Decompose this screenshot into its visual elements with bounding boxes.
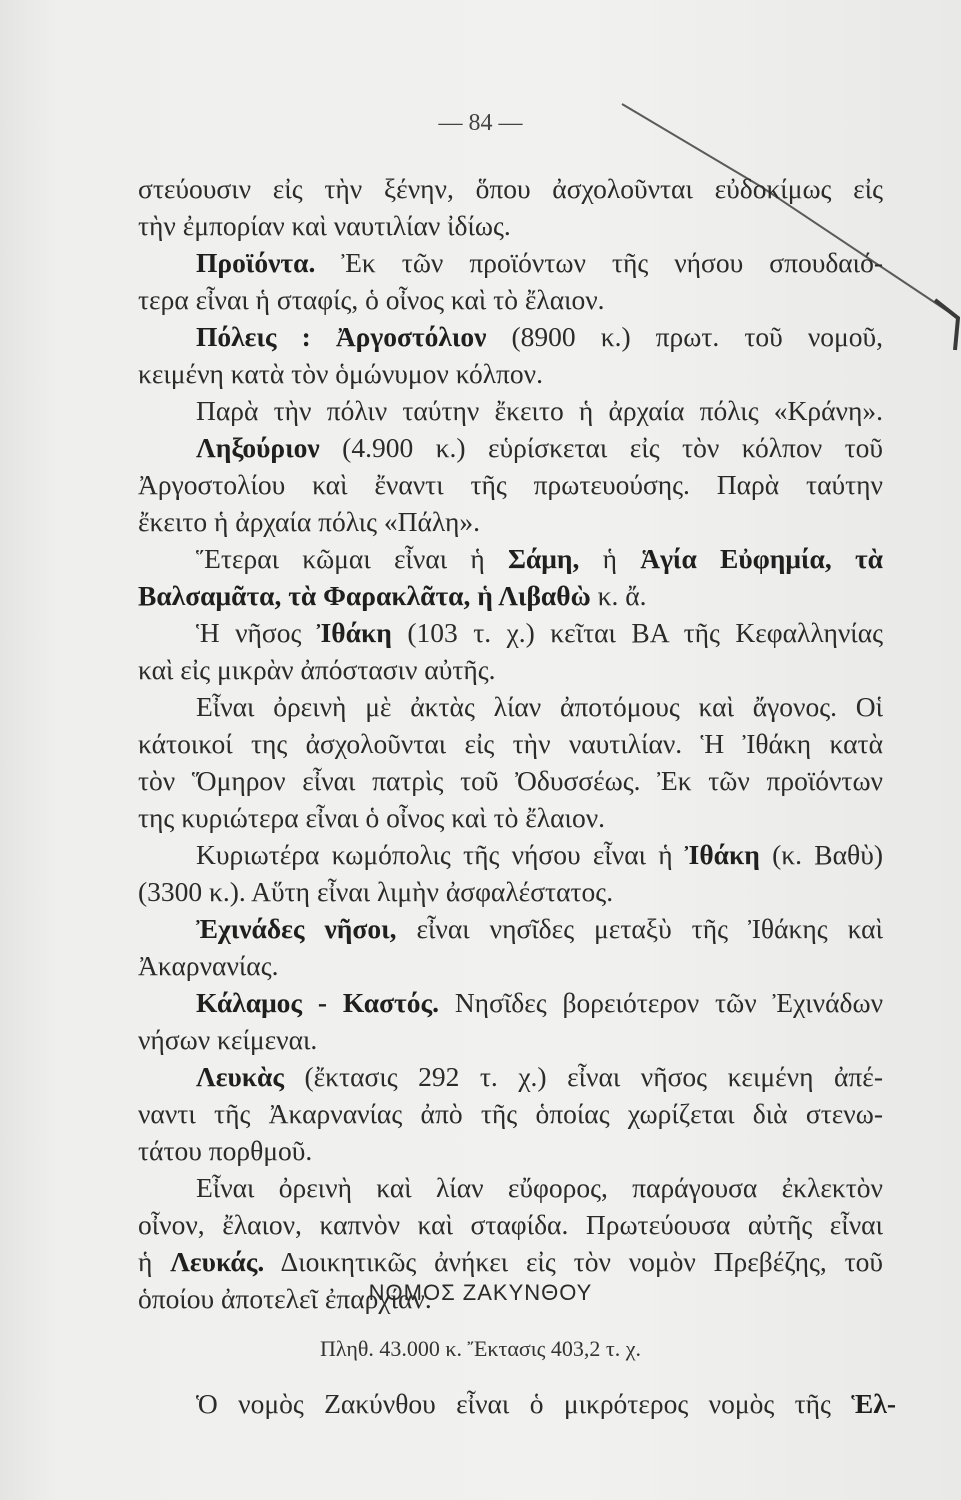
text-line <box>138 1095 883 1132</box>
text-run: Νησῖδες βορειότερον τῶν Ἐχινάδων <box>438 987 884 1018</box>
bold-term: Σάμη, <box>507 543 580 574</box>
text-run: ἔκειτο ἡ ἀρχαία πόλις «Πάλη». <box>138 506 481 537</box>
text-line <box>138 170 883 207</box>
bold-term: Ἁγία Εὐφημία, τὰ <box>640 543 883 574</box>
text-line <box>138 503 883 540</box>
text-run: Παρὰ τὴν πόλιν ταύτην ἔκειτο ἡ ἀρχαία πόλις «Κράνη». <box>196 395 883 426</box>
text-run: τερα εἶναι ἡ σταφίς, ὁ οἶνος καὶ τὸ ἔλαιον. <box>138 284 605 315</box>
text-run: κάτοικοί της ἀσχολοῦνται εἰς τὴν ναυτιλίαν. Ἡ Ἰθάκη κατὰ <box>138 728 883 759</box>
page-number: — 84 — <box>438 110 523 136</box>
text-run: στεύουσιν εἰς τὴν ξένην, ὅπου ἀσχολοῦνται εὐδοκίμως εἰς <box>138 173 883 204</box>
text-run: (ἔκτασις 292 τ. χ.) εἶναι νῆσος κειμένη ἀπέ- <box>283 1061 883 1092</box>
text-run: τάτου πορθμοῦ. <box>138 1135 313 1166</box>
text-run: Διοικητικῶς ἀνήκει εἰς τὸν νομὸν Πρεβέζης, τοῦ <box>264 1246 883 1277</box>
bold-term: Λευκάς. <box>170 1246 265 1277</box>
text-line <box>138 392 883 429</box>
text-line <box>138 688 883 725</box>
bold-term: Ἰθάκη <box>684 839 760 870</box>
text-line <box>138 873 883 910</box>
text-line <box>138 577 883 614</box>
text-line <box>138 355 883 392</box>
text-run: (κ. Βαθὺ) <box>759 839 883 870</box>
text-line <box>138 947 883 984</box>
text-line <box>138 1132 883 1169</box>
bold-term: Κάλαμος - Καστός. <box>196 987 439 1018</box>
text-line <box>138 614 883 651</box>
text-run: (8900 κ.) πρωτ. τοῦ νομοῦ, <box>486 321 884 352</box>
text-run: ναντι τῆς Ἀκαρνανίας ἀπὸ τῆς ὁποίας χωρίζεται διὰ στενω- <box>138 1098 883 1129</box>
text-run: ἡ <box>138 1246 171 1277</box>
text-line <box>138 651 883 688</box>
text-line <box>138 207 883 244</box>
text-run: (4.900 κ.) εὑρίσκεται εἰς τὸν κόλπον τοῦ <box>319 432 883 463</box>
text-line <box>138 836 883 873</box>
text-run: κειμένη κατὰ τὸν ὁμώνυμον κόλπον. <box>138 358 543 389</box>
bold-term: Ληξούριον <box>196 432 320 463</box>
text-line <box>138 1169 883 1206</box>
body-text <box>138 170 883 1317</box>
text-run: νήσων κείμεναι. <box>138 1024 318 1055</box>
text-run: οἶνον, ἔλαιον, καπνὸν καὶ σταφίδα. Πρωτεύουσα αὐτῆς εἶναι <box>138 1209 883 1240</box>
body-last-line <box>196 1388 896 1420</box>
bold-term: Βαλσαμᾶτα, τὰ Φαρακλᾶτα, ἡ Λιβαθὼ <box>138 580 591 611</box>
text-run: τὴν ἐμπορίαν καὶ ναυτιλίαν ἰδίως. <box>138 210 511 241</box>
text-line <box>138 1243 883 1280</box>
text-run: Ἀργοστολίου καὶ ἔναντι τῆς πρωτευούσης. Παρὰ ταύτην <box>138 469 883 500</box>
text-line <box>138 281 883 318</box>
text-run: (3300 κ.). Αὕτη εἶναι λιμὴν ἀσφαλέστατος. <box>138 876 614 907</box>
section-stats: Πληθ. 43.000 κ. Ἔκτασις 403,2 τ. χ. <box>320 1336 641 1361</box>
text-run: Ἡ νῆσος <box>196 617 317 648</box>
bold-term: Προϊόντα. <box>196 247 316 278</box>
text-run: Εἶναι ὀρεινὴ μὲ ἀκτὰς λίαν ἀποτόμους καὶ ἄγονος. Οἱ <box>196 691 883 722</box>
text-line <box>138 1206 883 1243</box>
text-line <box>138 466 883 503</box>
text-run: κ. ἄ. <box>590 580 647 611</box>
text-run: Ἐκ τῶν προϊόντων τῆς νήσου σπουδαιό- <box>315 247 883 278</box>
text-line <box>138 1058 883 1095</box>
bold-term: Ἐχινάδες νῆσοι, <box>196 913 397 944</box>
text-line <box>138 910 883 947</box>
text-run: τὸν Ὅμηρον εἶναι πατρὶς τοῦ Ὀδυσσέως. Ἐκ τῶν προϊόντων <box>138 765 883 796</box>
text-run: (103 τ. χ.) κεῖται ΒΑ τῆς Κεφαλληνίας <box>391 617 883 648</box>
bold-term: Ἀργοστόλιον <box>335 321 487 352</box>
text-line <box>138 799 883 836</box>
bold-term: Πόλεις : <box>196 321 311 352</box>
bold-term: Ἑλ- <box>851 1388 896 1419</box>
text-run: καὶ εἰς μικρὰν ἀπόστασιν αὐτῆς. <box>138 654 496 685</box>
text-line <box>138 1021 883 1058</box>
text-run: Ἀκαρνανίας. <box>138 950 279 981</box>
text-run: εἶναι νησῖδες μεταξὺ τῆς Ἰθάκης καὶ <box>396 913 883 944</box>
bold-term: Ἰθάκη <box>316 617 392 648</box>
text-line <box>138 244 883 281</box>
bold-term: Λευκὰς <box>196 1061 284 1092</box>
text-run: Ἕτεραι κῶμαι εἶναι ἡ <box>196 543 508 574</box>
text-run: της κυριώτερα εἶναι ὁ οἶνος καὶ τὸ ἔλαιον. <box>138 802 606 833</box>
text-line <box>138 725 883 762</box>
text-run: Εἶναι ὀρεινὴ καὶ λίαν εὔφορος, παράγουσα ἐκλεκτὸν <box>196 1172 883 1203</box>
text-line <box>138 429 883 466</box>
text-run: Κυριωτέρα κωμόπολις τῆς νήσου εἶναι ἡ <box>196 839 685 870</box>
text-run: ἡ <box>579 543 641 574</box>
text-run: Ὁ νομὸς Ζακύνθου εἶναι ὁ μικρότερος νομὸς τῆς <box>196 1388 852 1419</box>
text-line <box>138 762 883 799</box>
text-run: ὁποίου ἀποτελεῖ ἐπαρχίαν. <box>138 1283 432 1314</box>
text-line <box>138 540 883 577</box>
text-line <box>138 318 883 355</box>
text-line <box>138 984 883 1021</box>
section-heading: ΝΟΜΟΣ ΖΑΚΥΝΘΟΥ <box>368 1280 593 1305</box>
text-run <box>311 321 336 352</box>
